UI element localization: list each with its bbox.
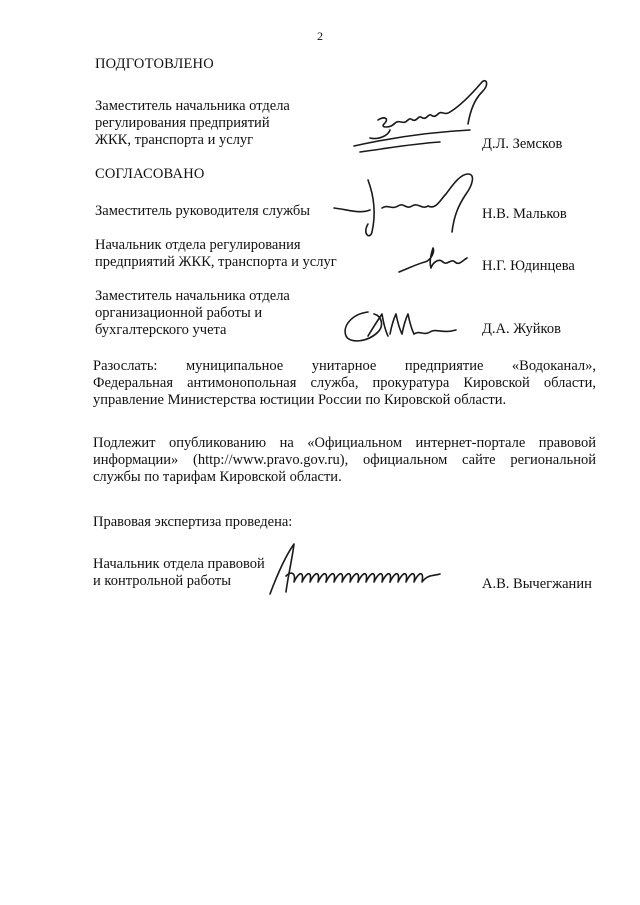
signer-name: Д.А. Жуйков <box>482 321 561 337</box>
paragraph-line: информации» (http://www.pravo.gov.ru), официальном сайте региональной <box>93 452 596 468</box>
position-line: предприятий ЖКК, транспорта и услуг <box>95 254 337 270</box>
position-line: Начальник отдела регулирования <box>95 237 301 253</box>
signature-zemskov <box>350 78 500 158</box>
paragraph-line: Подлежит опубликованию на «Официальном интернет-портале правовой <box>93 435 596 451</box>
signer-name: Д.Л. Земсков <box>482 136 563 152</box>
signature-zhuykov <box>338 302 463 347</box>
position-line: ЖКК, транспорта и услуг <box>95 132 254 148</box>
distribution-paragraph <box>93 358 596 409</box>
position-line: бухгалтерского учета <box>95 322 227 338</box>
position-line: Начальник отдела правовой <box>93 556 265 572</box>
legal-review-position <box>93 556 265 590</box>
position-line: организационной работы и <box>95 305 263 321</box>
signer-position <box>95 288 290 339</box>
signer-name: Н.Г. Юдинцева <box>482 258 575 274</box>
paragraph-line: Федеральная антимонопольная служба, прокуратура Кировской области, <box>93 375 596 391</box>
paragraph-line: Разослать: муниципальное унитарное предприятие «Водоканал», <box>93 358 596 374</box>
position-line: Заместитель начальника отдела <box>95 288 290 304</box>
signer-position <box>95 237 337 271</box>
position-line: Заместитель руководителя службы <box>95 203 311 219</box>
position-line: Заместитель начальника отдела <box>95 98 290 114</box>
signer-name: А.В. Вычегжанин <box>482 576 592 592</box>
prepared-position <box>95 98 290 149</box>
signature-yudintseva <box>395 244 470 278</box>
publication-paragraph <box>93 435 596 486</box>
position-line: и контрольной работы <box>93 573 231 589</box>
signature-malkov <box>330 170 490 245</box>
prepared-heading: ПОДГОТОВЛЕНО <box>95 56 214 72</box>
page-number: 2 <box>317 29 323 43</box>
signature-vychegzhanin <box>262 540 462 600</box>
paragraph-line: службы по тарифам Кировской области. <box>93 469 342 485</box>
position-line: регулирования предприятий <box>95 115 270 131</box>
agreed-heading: СОГЛАСОВАНО <box>95 166 205 182</box>
legal-review-text: Правовая экспертиза проведена: <box>93 514 293 530</box>
signer-name: Н.В. Мальков <box>482 206 567 222</box>
paragraph-line: управление Министерства юстиции России по Кировской области. <box>93 392 507 408</box>
signer-position <box>95 203 310 220</box>
